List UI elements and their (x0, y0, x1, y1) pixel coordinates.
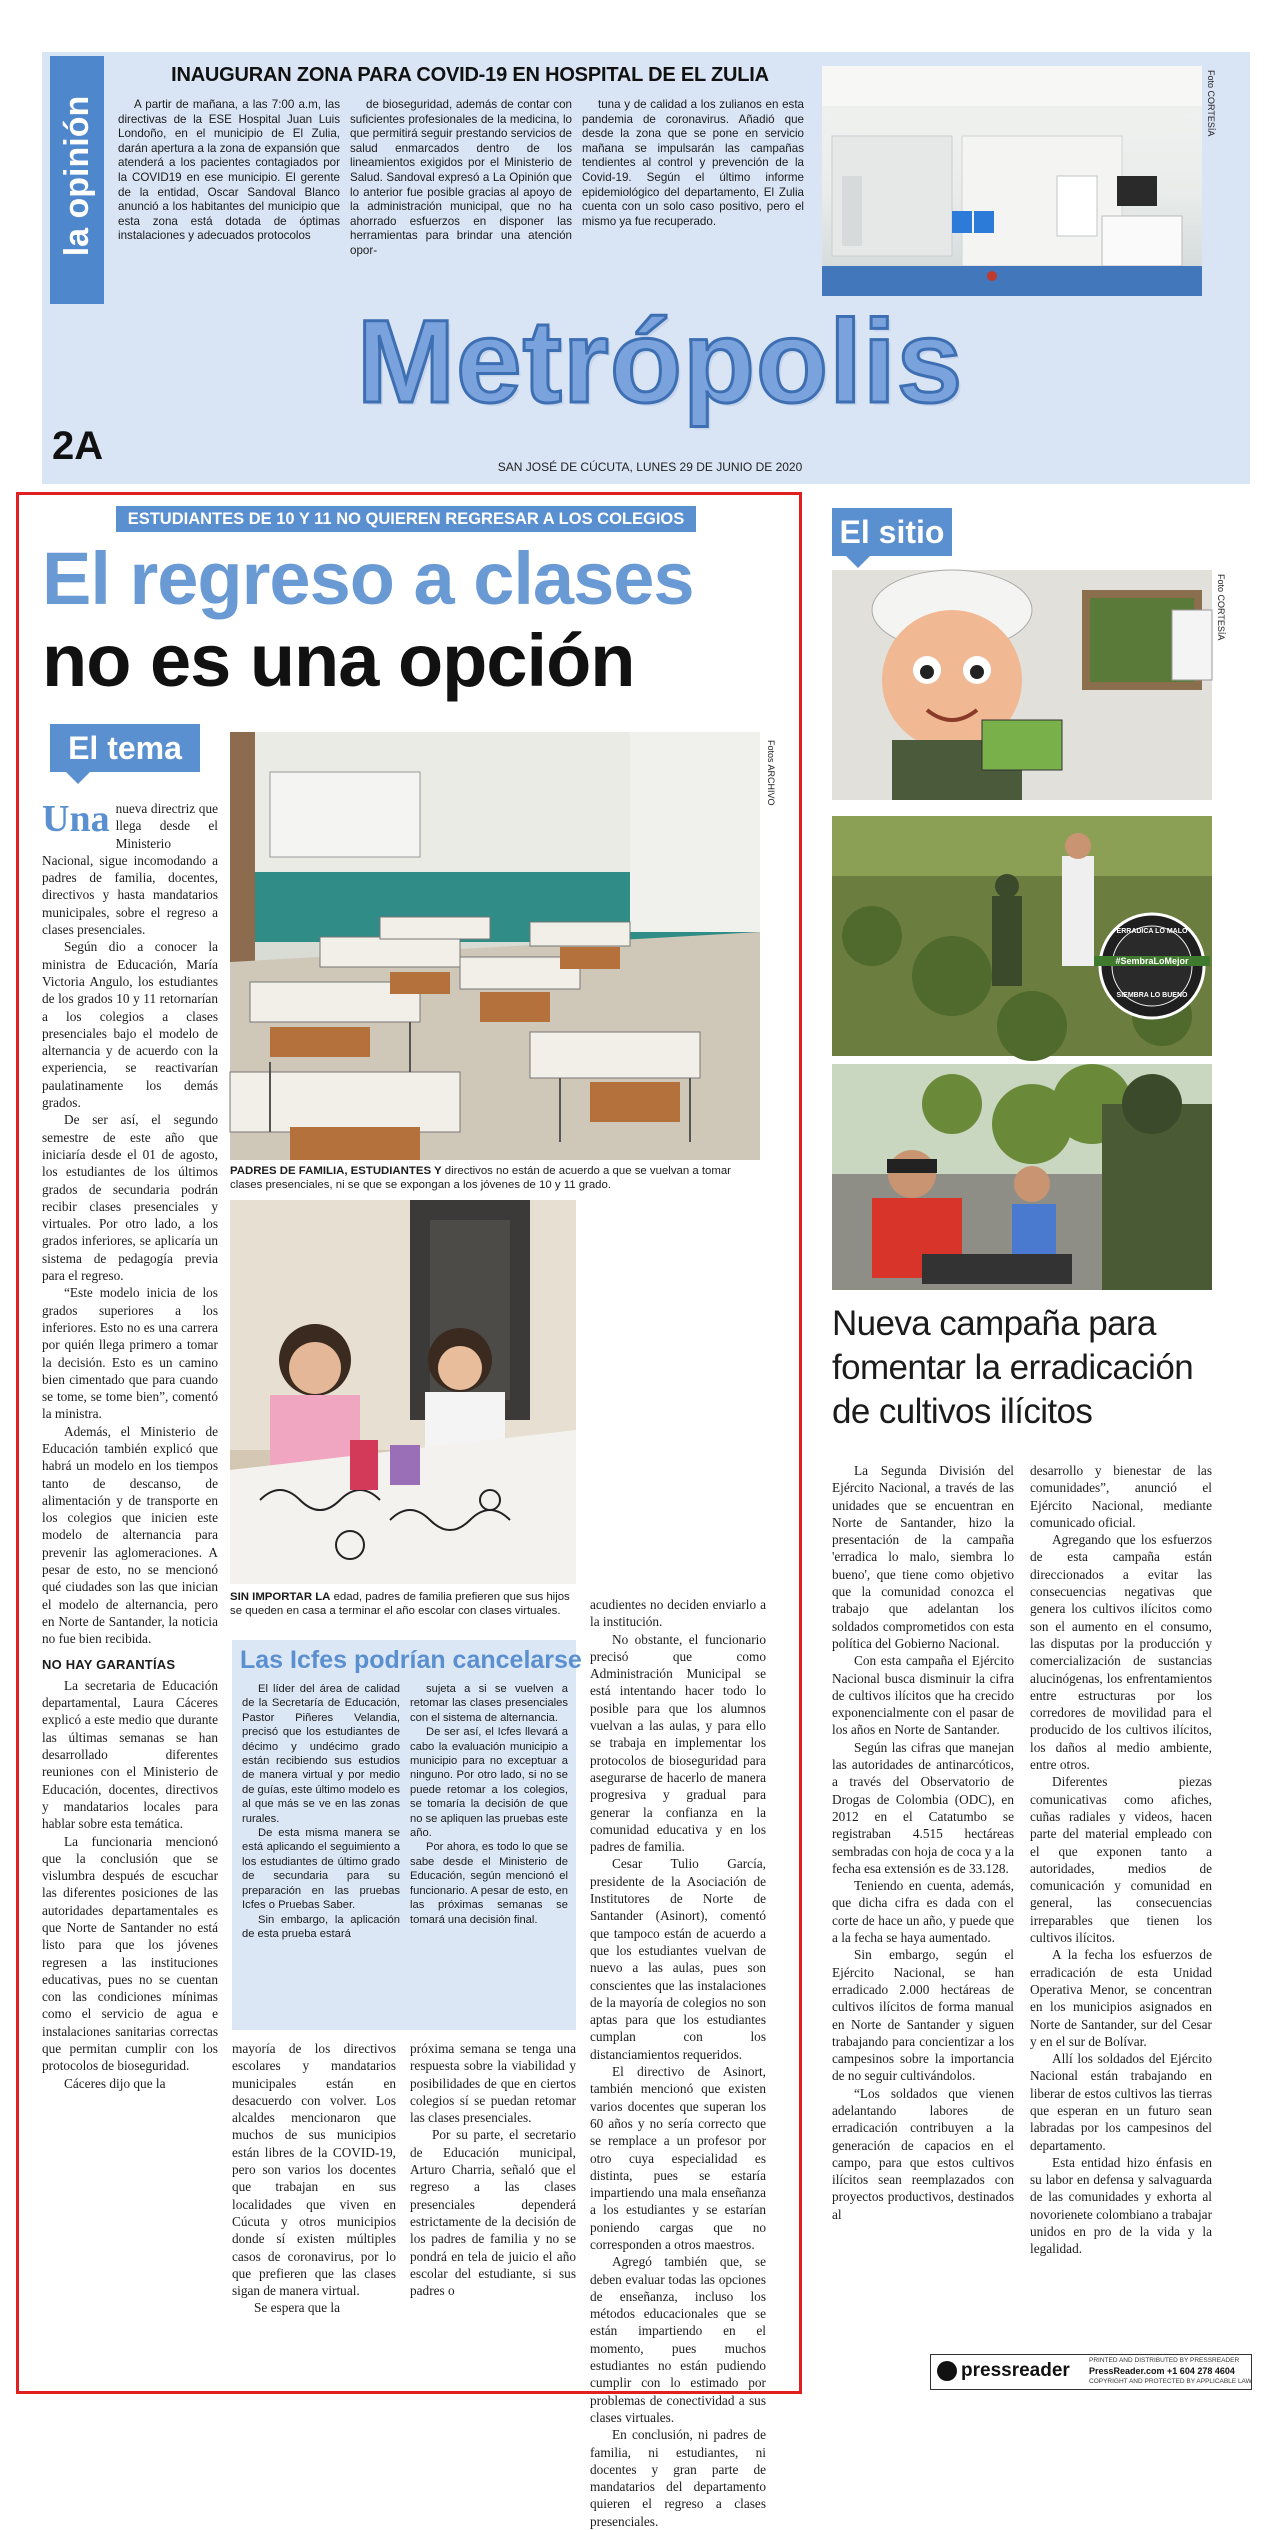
top-story-headline[interactable]: INAUGURAN ZONA PARA COVID-19 EN HOSPITAL DE EL ZULIA (171, 64, 769, 86)
topic-tag-label: El tema (68, 730, 182, 766)
main-col4-p4: El directivo de Asinort, también mencionó que existen varios docentes que superan los 60 años y no sería correcto que se remplace a un profesor por otro cuya especialidad es distinta, pues se estaría impartiendo una mala enseñanza a los estudiantes y se estarían poniendo cargas que no corresponden a otros maestros. (590, 2064, 766, 2252)
field-badge-bottom: SIEMBRA LO BUENO (1116, 992, 1188, 999)
side-col2-p2: Agregando que los esfuerzos de esta campaña están direccionados a evitar las consecuencias negativas que genera los cultivos ilícitos como son el aumento en el consumo, las disputas por la producción y comercialización de sustancias alucinógenas, los enfrentamientos entre estructuras por los corredores de movilidad para el producido de los cultivos ilícitos, los daños al medio ambiente, entre otros. (1030, 1532, 1212, 1773)
top-story-col1-text: A partir de mañana, a las 7:00 a.m, las directivas de la ESE Hospital Juan Luis Londoño, en el municipio de El Zulia, darán apertura a la zona de expansión que atenderá a los pacientes contagiados por la COVID19 en ese municipio. El gerente de la entidad, Oscar Sandoval Blanco anunció a los habitantes del municipio que esta zona está dotada de óptimas instalaciones y adecuados protocolos (118, 98, 340, 243)
icfes-col1-p1: El líder del área de calidad de la Secretaría de Educación, Pastor Piñeres Velandia, precisó que los estudiantes de décimo y undécimo grado están recibiendo sus estudios de manera virtual y por medio de guías, este último modelo es al que más se ve en las zonas rurales. (242, 1683, 400, 1825)
side-col2-p4: A la fecha los esfuerzos de erradicación de esta Unidad Operativa Menor, se concentran en los municipios asignados en Norte de Santander, sur del Cesar y en el sur de Bolívar. (1030, 1947, 1212, 2049)
icfes-col2 (410, 1682, 568, 2022)
girls-photo-caption (230, 1590, 576, 1618)
classroom-photo-credit: Fotos ARCHIVO (766, 740, 776, 806)
side-col1-p5: Sin embargo, según el Ejército Nacional, se han erradicado 2.000 hectáreas de cultivos ilícitos de forma manual en Norte de Santander y siguen trabajando para concientizar a los campesinos sobre la importancia de no seguir cultivándolos. (832, 1947, 1014, 2084)
girls-photo (230, 1200, 576, 1584)
classroom-caption-lead: PADRES DE FAMILIA, ESTUDIANTES Y (230, 1165, 442, 1177)
girls-caption-lead: SIN IMPORTAR LA (230, 1591, 331, 1603)
section-badge-text: la opinión (58, 95, 96, 257)
field-badge-mid: #SembraLoMejor (1094, 956, 1210, 966)
hospital-photo-credit: Foto CORTESÍA (1206, 70, 1216, 137)
main-col1-p3: “Este modelo inicia de los grados superiores a los inferiores. Esto no es una carrera por quién llega primero a tomar la decisión. Esto es un camino bien cimentado que para cuando se tome, se tome bien”, comentó la ministra. (42, 1285, 218, 1422)
main-subhead: NO HAY GARANTÍAS (42, 1656, 176, 1672)
pressreader-footer[interactable] (930, 2354, 1252, 2390)
topic-tag (50, 724, 200, 772)
icfes-col2-p3: Por ahora, es todo lo que se sabe desde el Ministerio de Educación, según mencionó el funcionario. A pesar de esto, en las próximas semanas se tomará una decisión final. (410, 1841, 568, 1926)
mascot-photo-art (832, 570, 1212, 800)
side-col2-p3: Diferentes piezas comunicativas como afiches, cuñas radiales y videos, hacen parte del material empleado con el que exponen tanto a autoridades, medios de comunicación y comunidad en general, las consecuencias irreparables que tienen los cultivos ilícitos. (1030, 1774, 1212, 1946)
side-col1-p1: La Segunda División del Ejército Nacional, a través de las unidades que se encuentran en Norte de Santander, hizo la presentación de la campaña 'erradica lo malo, siembra lo bueno', que tiene como objetivo que la comunidad conozca el trabajo que adelantan los soldados comprometidos con esta política del Gobierno Nacional. (832, 1463, 1014, 1651)
main-col4-p3: Cesar Tulio García, presidente de la Asociación de Institutores de Norte de Santander (Asinort), comentó que tampoco están de acuerdo a que los estudiantes vuelvan de nuevo a las aulas, pues son conscientes que las instalaciones de la mayoría de colegios no son aptas para que los estudiantes cumplan con los distanciamientos requeridos. (590, 1856, 766, 2062)
icfes-col1 (242, 1682, 400, 2022)
hospital-photo-art (822, 66, 1202, 296)
main-col3 (410, 2040, 576, 2372)
side-col1 (832, 1462, 1014, 2370)
main-col3-p2: Por su parte, el secretario de Educación municipal, Arturo Charria, señaló que el regreso a las clases presenciales dependerá estrictamente de la decisión de los padres de familia y no se pondrá en tela de juicio el año escolar del estudiante, si sus padres o (410, 2127, 576, 2299)
side-col2 (1030, 1462, 1212, 2342)
main-col2 (232, 2040, 396, 2372)
main-kicker: ESTUDIANTES DE 10 Y 11 NO QUIEREN REGRESAR A LOS COLEGIOS (116, 506, 696, 532)
dropcap: Una (42, 798, 110, 840)
main-col4-p5: Agregó también que, se deben evaluar todas las opciones de enseñanza, incluso los métodos educacionales que se están impartiendo en el momento, pues muchos estudiantes no están pudiendo cumplir con lo estimado por problemas de conectividad a sus clases virtuales. (590, 2254, 766, 2425)
section-badge (50, 56, 104, 304)
mascot-photo (832, 570, 1212, 800)
main-col1-p5: La secretaria de Educación departamental, Laura Cáceres explicó a este medio que durante las últimas semanas se han desarrollado diferentes reuniones con el Ministerio de Educación, docentes, directivos y mandatarios locales para hablar sobre esta temática. (42, 1677, 218, 1832)
main-col1-p4: Además, el Ministerio de Educación también explicó que habrá un modelo en los tiempos tanto de descanso, de alimentación y de transporte en los colegios que inicien este modelo de alternancia para prevenir las aglomeraciones. A pesar de esto, no se mencionó qué ciudades son las que inician el modelo de alternancia, pero en Norte de Santander, la noticia no fue bien recibida. (42, 1423, 218, 1647)
pressreader-logo-icon (937, 2361, 957, 2381)
pressreader-line3: COPYRIGHT AND PROTECTED BY APPLICABLE LAW (1089, 2378, 1252, 2385)
side-col2-p5: Allí los soldados del Ejército Nacional están trabajando en liberar de estos cultivos las tierras que esperan en un futuro sean labradas por los campesinos del departamento. (1030, 2051, 1212, 2153)
pressreader-brand: pressreader (961, 2360, 1070, 2381)
main-col3-p1: próxima semana se tenga una respuesta sobre la viabilidad y posibilidades de que en ciertos colegios sí se puedan retomar las clases presenciales. (410, 2041, 576, 2126)
side-col1-p6: “Los soldados que vienen adelantando labores de erradicación contribuyen a la generación de capacios en el campo, para que estos cultivos ilícitos sean reemplazados con proyectos productivos, destinados al (832, 2085, 1014, 2222)
mascot-photo-credit: Foto CORTESÍA (1216, 574, 1226, 641)
side-tag-label: El sitio (839, 514, 945, 550)
pressreader-line2: PressReader.com +1 604 278 4604 (1089, 2366, 1235, 2376)
main-lede: nueva directriz que llega desde el Ministerio Nacional, sigue incomodando a padres de familia, docentes, directivos y hasta mandatarios municipales, sobre el regreso a clases presenciales. (42, 801, 218, 938)
icfes-sidebar (232, 1640, 582, 2030)
hospital-photo (822, 66, 1202, 296)
icfes-col2-p2: De ser así, el Icfes llevará a cabo la evaluación municipio a municipio para no exceptuar a ninguno. Por otro lado, si no se puede retomar a los colegios, se tomaría la decisión de que no se apliquen las pruebas este año. (410, 1726, 568, 1840)
topic-tag-pointer (66, 772, 90, 784)
checkpoint-photo-art (832, 1064, 1212, 1290)
side-col1-p3: Según las cifras que manejan las autoridades de antinarcóticos, a través del Observatorio de Drogas de Colombia (ODC), en 2012 en el Catatumbo se registraban 4.515 hectáreas sembradas con hoja de coca y a la fecha esa extensión es de 33.128. (832, 1739, 1014, 1876)
side-col1-p2: Con esta campaña el Ejército Nacional busca disminuir la cifra de cultivos ilícitos que ha crecido exponencialmente con el pasar de los años en Norte de Santander. (832, 1653, 1014, 1738)
dateline: SAN JOSÉ DE CÚCUTA, LUNES 29 DE JUNIO DE 2020 (497, 460, 803, 474)
main-col4 (590, 1596, 766, 2529)
top-story-col2 (350, 98, 572, 294)
main-col1-p7: Cáceres dijo que la (64, 2075, 166, 2091)
side-col2-p1: desarrollo y bienestar de las comunidades”, anunció el Ejército Nacional, mediante comunicado oficial. (1030, 1463, 1212, 1530)
top-story-col1 (118, 98, 340, 294)
girls-photo-art (230, 1200, 576, 1584)
side-tag (832, 508, 952, 556)
main-col1-p1: Según dio a conocer la ministra de Educación, María Victoria Angulo, los estudiantes de los grados 10 y 11 retornarían a los colegios a clases presenciales bajo el modelo de alternancia y de acuerdo con la experiencia, se reactivarían paulatinamente los demás grados. (42, 939, 218, 1111)
side-tag-pointer (846, 556, 870, 568)
main-headline-line1[interactable]: El regreso a clases (42, 537, 694, 620)
main-col4-p2: No obstante, el funcionario precisó que como Administración Municipal se está intentando hacer todo lo posible para que los alumnos vuelvan a las aulas, y para ello se trabaja en implementar los protocolos de bioseguridad para asegurarse de hacerlo de manera progresiva y gradual para generar la confianza en la comunidad educativa y en los padres de familia. (590, 1631, 766, 1855)
main-headline-line2[interactable]: no es una opción (42, 619, 635, 702)
top-story-col3 (582, 98, 804, 294)
side-col2-p6: Esta entidad hizo énfasis en su labor en defensa y salvaguarda de las comunidades y exhorta al novorienete colombiano a trabajar unidos en pro de la vida y la legalidad. (1030, 2154, 1213, 2257)
field-badge-top: ERRADICA LO MALO (1116, 928, 1188, 935)
checkpoint-photo (832, 1064, 1212, 1290)
pressreader-line1: PRINTED AND DISTRIBUTED BY PRESSREADER (1089, 2357, 1240, 2364)
field-photo (832, 816, 1212, 1056)
classroom-caption-text: directivos no están de acuerdo a que se vuelvan a tomar clases presenciales, ni se que se expongan a los jóvenes de 10 y 11 grado. (230, 1165, 731, 1191)
top-story-col2-text: de bioseguridad, además de contar con suficientes profesionales de la medicina, lo que permitirá seguir prestando servicios de salud enmarcados dentro de los lineamientos exigidos por el Ministerio de Salud. Sandoval expresó a La Opinión que lo anterior fue posible gracias al apoyo de la administración municipal, que no ha ahorrado esfuerzos en disponer las herramientas para brindar una atención opor- (350, 98, 572, 257)
side-headline[interactable]: Nueva campaña para fomentar la erradicación de cultivos ilícitos (832, 1304, 1194, 1431)
icfes-sidebar-title[interactable]: Las Icfes podrían cancelarse (240, 1646, 582, 1674)
classroom-photo-art (230, 732, 760, 1160)
main-col1-p6: La funcionaria mencionó que la conclusión que se vislumbra después de escuchar las diferentes posiciones de las autoridades departamentales es que Norte de Santander no está listo para que los jóvenes regresen a las instituciones educativas, pues no se cuentan con las condiciones mínimas como el servicio de agua e instalaciones sanitarias correctas que permitan cumplir con los protocolos de bioseguridad. (42, 1833, 218, 2074)
icfes-col2-p1: sujeta a si se vuelven a retomar las clases presenciales con el sistema de alternancia. (410, 1683, 568, 1724)
main-col4-p6: En conclusión, ni padres de familia, ni estudiantes, ni docentes y gran parte de mandatarios del departamento quieren el regreso a clases presenciales. (590, 2427, 766, 2529)
classroom-photo (230, 732, 760, 1160)
main-col4-p1: acudientes no deciden enviarlo a la institución. (590, 1597, 766, 1630)
main-col2-p2: Se espera que la (254, 2300, 341, 2316)
icfes-col1-p3: Sin embargo, la aplicación de esta prueba estará (242, 1913, 400, 1940)
field-photo-art (832, 816, 1212, 1056)
section-title: Metrópolis (356, 296, 964, 428)
main-col2-p1: mayoría de los directivos escolares y mandatarios municipales están en desacuerdo con volver. Los alcaldes mencionaron que muchos de sus municipios están libres de la COVID-19, pero son varios los docentes que trabajan en sus localidades que viven en Cúcuta y otros municipios donde sí existen múltiples casos de coronavirus, por lo que prefieren que las clases sigan de manera virtual. (232, 2041, 396, 2299)
girls-caption-text: edad, padres de familia prefieren que sus hijos se queden en casa a terminar el año escolar con clases virtuales. (230, 1591, 570, 1617)
side-col1-p4: Teniendo en cuenta, además, que dicha cifra es dada con el corte de hace un año, y puede que a la fecha se haya aumentado. (832, 1878, 1014, 1946)
page-number: 2A (52, 424, 104, 468)
main-col1 (42, 800, 218, 2372)
icfes-col1-p2: De esta misma manera se está aplicando el seguimiento a los estudiantes de último grado de secundaria para su preparación en las pruebas Icfes o Pruebas Saber. (242, 1827, 400, 1912)
top-story-col3-text: tuna y de calidad a los zulianos en esta pandemia de coronavirus. Añadió que desde la zona que se pone en servicio mañana se impulsarán las campañas tendientes al control y prevención de la Covid-19. Según el último informe epidemiológico del departamento, El Zulia cuenta con un solo caso positivo, pero el mismo ya fue recuperado. (582, 98, 804, 228)
main-col1-p2: De ser así, el segundo semestre de este año que iniciaría desde el 01 de agosto, los estudiantes de los últimos grados de secundaria podrán recibir clases presenciales y virtuales. Por otro lado, a los grados inferiores, se aplicaría un sistema de pedagogía previa para el regreso. (42, 1112, 218, 1284)
classroom-photo-caption (230, 1164, 760, 1192)
